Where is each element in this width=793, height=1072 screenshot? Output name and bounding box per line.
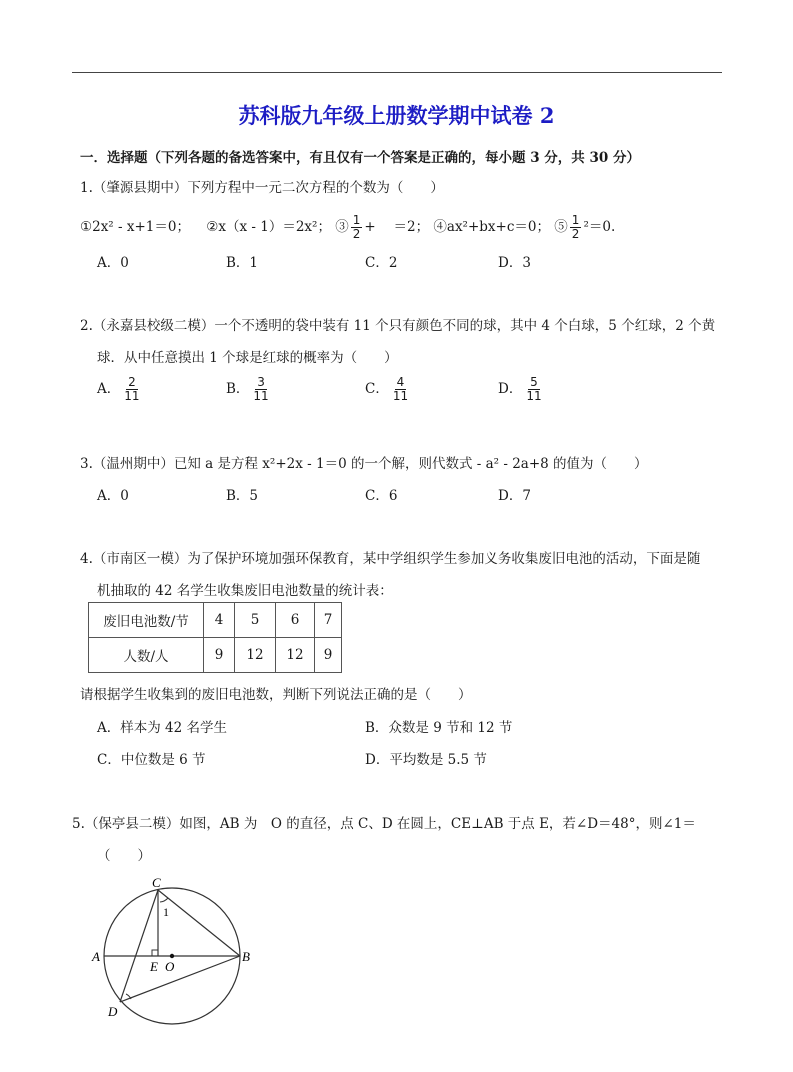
top-rule — [72, 72, 722, 73]
q2-stem-line2: 球．从中任意摸出 1 个球是红球的概率为（ ） — [97, 350, 398, 366]
q1-option-a[interactable]: A．0 — [97, 255, 129, 271]
q1-eq3-fraction — [351, 214, 363, 241]
label-o: O — [165, 959, 175, 974]
q2-option-b-label: B． — [226, 381, 250, 397]
q2-option-c-label: C． — [365, 381, 389, 397]
q4-stem-line2: 机抽取的 42 名学生收集废旧电池数量的统计表： — [97, 583, 393, 599]
q3-option-d[interactable]: D．7 — [498, 488, 531, 504]
q1-eq3-den: 2 — [352, 227, 361, 241]
q5-answer-parens: （ ） — [97, 848, 151, 864]
q2-option-d-fraction — [524, 376, 543, 403]
table-header-cell: 废旧电池数/节 — [89, 603, 204, 638]
q1-eq3-num: 1 — [352, 213, 361, 227]
q4-prompt: 请根据学生收集到的废旧电池数，判断下列说法正确的是（ ） — [80, 687, 472, 703]
q4-option-c[interactable]: C．中位数是 6 节 — [97, 752, 206, 768]
q1-eq5-suffix: ²＝0. — [583, 219, 616, 235]
q2-c-den: 11 — [392, 389, 409, 403]
circle-geometry-figure — [80, 872, 270, 1032]
q5-stem: 5.（保亭县二模）如图，AB 为 O 的直径，点 C、D 在圆上，CE⊥AB 于点 E，若∠D＝48°，则∠1＝ — [72, 816, 696, 832]
q2-option-b-fraction — [251, 376, 270, 403]
q2-option-d[interactable] — [498, 376, 546, 403]
segment-db — [120, 956, 240, 1002]
battery-stats-table — [88, 602, 342, 673]
table-cell: 12 — [235, 638, 276, 673]
q3-stem: 3.（温州期中）已知 a 是方程 x²+2x - 1＝0 的一个解，则代数式 - a² - 2a+8 的值为（ ） — [80, 456, 648, 472]
q1-eq5-prefix: ⑤ — [554, 219, 568, 235]
q3-option-b[interactable]: B．5 — [226, 488, 259, 504]
q2-d-num: 5 — [530, 375, 538, 389]
q1-option-d[interactable]: D．3 — [498, 255, 531, 271]
q1-eq5-fraction — [570, 214, 582, 241]
q4-option-a[interactable]: A．样本为 42 名学生 — [97, 720, 228, 736]
table-cell: 7 — [315, 603, 342, 638]
q2-option-a-fraction — [122, 376, 141, 403]
q2-option-a-label: A． — [97, 381, 121, 397]
table-cell: 12 — [276, 638, 315, 673]
q2-option-b[interactable] — [226, 376, 273, 403]
page-title: 苏科版九年级上册数学期中试卷 2 — [238, 103, 555, 128]
q1-eq5-den: 2 — [571, 227, 580, 241]
label-e: E — [150, 959, 158, 974]
q2-b-num: 3 — [257, 375, 265, 389]
table-row — [89, 638, 342, 673]
segment-cb — [158, 890, 240, 956]
q4-option-b[interactable]: B．众数是 9 节和 12 节 — [365, 720, 513, 736]
q1-option-b[interactable]: B．1 — [226, 255, 259, 271]
q2-c-num: 4 — [396, 375, 405, 389]
q2-a-num: 2 — [128, 375, 136, 389]
q1-eq3-prefix: ③ — [335, 219, 349, 235]
q4-stem-line1: 4.（市南区一模）为了保护环境加强环保教育，某中学组织学生参加义务收集废旧电池的活动，下面是随 — [80, 551, 701, 567]
label-1: 1 — [163, 905, 169, 919]
table-cell: 9 — [315, 638, 342, 673]
angle-1-arc — [160, 898, 168, 902]
table-cell: 4 — [204, 603, 235, 638]
q2-option-c-fraction — [391, 376, 410, 403]
q2-a-den: 11 — [124, 389, 140, 403]
table-header-cell: 人数/人 — [89, 638, 204, 673]
label-b: B — [242, 949, 250, 964]
table-cell: 9 — [204, 638, 235, 673]
q1-eq5-num: 1 — [571, 213, 580, 227]
label-d: D — [108, 1004, 118, 1019]
q2-d-den: 11 — [526, 389, 542, 403]
center-point-o — [170, 954, 174, 958]
q1-stem: 1.（肇源县期中）下列方程中一元二次方程的个数为（ ） — [80, 180, 444, 196]
q1-eq4: ④ax²+bx+c＝0； — [433, 219, 550, 235]
q3-option-c[interactable]: C．6 — [365, 488, 398, 504]
table-cell: 6 — [276, 603, 315, 638]
q1-eq1: ①2x² - x+1＝0； — [80, 219, 190, 235]
table-row — [89, 603, 342, 638]
q2-option-a[interactable] — [97, 376, 144, 403]
section-heading: 一．选择题（下列各题的备选答案中，有且仅有一个答案是正确的，每小题 3 分，共 30 分） — [80, 150, 640, 166]
table-cell: 5 — [235, 603, 276, 638]
label-a: A — [92, 949, 100, 964]
q2-stem-line1: 2.（永嘉县校级二模）一个不透明的袋中装有 11 个只有颜色不同的球，其中 4 个白球，5 个红球，2 个黄 — [80, 318, 716, 334]
q3-option-a[interactable]: A．0 — [97, 488, 129, 504]
q2-b-den: 11 — [253, 389, 269, 403]
q4-option-d[interactable]: D．平均数是 5.5 节 — [365, 752, 487, 768]
label-c: C — [152, 875, 161, 890]
q1-option-c[interactable]: C．2 — [365, 255, 398, 271]
q2-option-c[interactable] — [365, 376, 412, 403]
q1-equations — [80, 214, 615, 241]
q2-option-d-label: D． — [498, 381, 523, 397]
q1-eq2: ②x（x - 1）＝2x²； — [206, 219, 331, 235]
q1-eq3-suffix: + ＝2； — [364, 219, 430, 235]
right-angle-mark — [152, 950, 158, 956]
